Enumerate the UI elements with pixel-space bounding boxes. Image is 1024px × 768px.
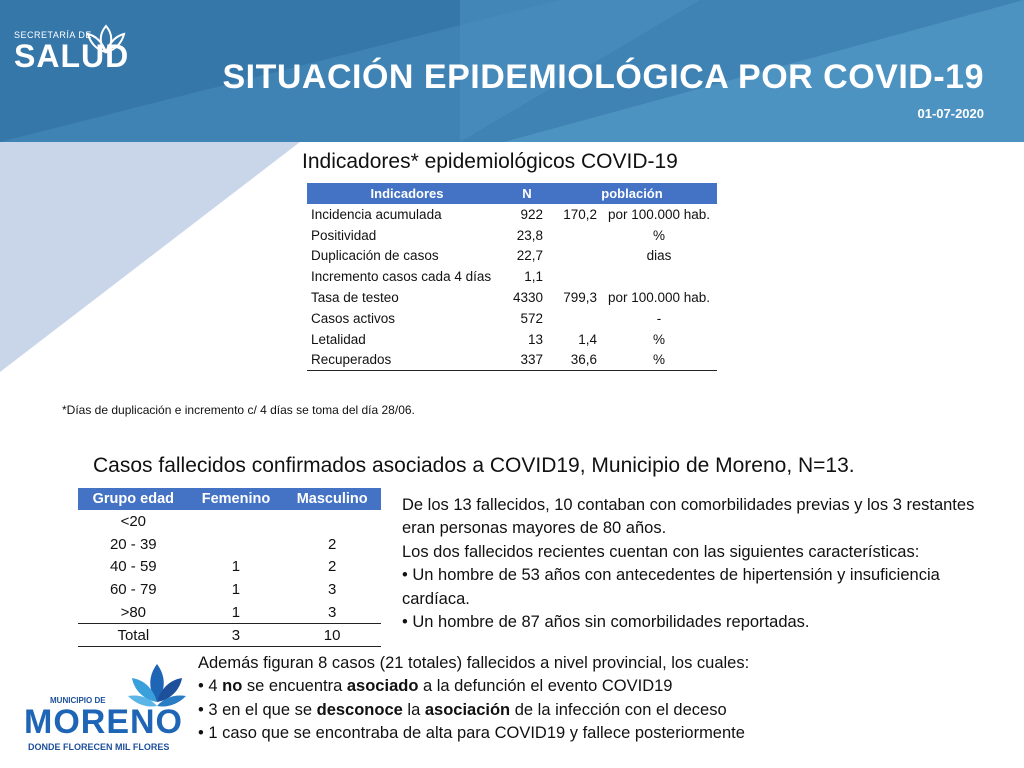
- indicator-n: 922: [520, 206, 543, 222]
- table-row: [307, 287, 717, 308]
- indicator-unit: [601, 266, 717, 287]
- bullet-item: • 1 caso que se encontraba de alta para COVID19 y fallece posteriormente: [198, 724, 745, 743]
- indicator-rate: 36,6: [547, 350, 601, 371]
- text-run: • 4: [198, 677, 223, 696]
- indicator-name: Positividad: [311, 227, 377, 243]
- text-run: se encuentra: [242, 677, 347, 696]
- bullet-item: • Un hombre de 53 años con antecedentes de hipertensión y insuficiencia cardíaca.: [402, 566, 940, 608]
- side-decoration: [0, 142, 300, 372]
- text-run: la: [402, 700, 425, 719]
- col-grupo-edad: Grupo edad: [78, 488, 189, 510]
- footnote: *Días de duplicación e incremento c/ 4 días se toma del día 28/06.: [62, 403, 415, 417]
- indicator-rate: [547, 246, 601, 267]
- logo-big-text: SALUD: [14, 38, 130, 74]
- page-title: SITUACIÓN EPIDEMIOLÓGICA POR COVID-19: [222, 58, 984, 96]
- indicator-n: 13: [527, 331, 543, 347]
- male-count: 3: [327, 603, 337, 621]
- emphasis: no: [222, 677, 243, 696]
- indicator-n: 4330: [512, 290, 543, 306]
- col-n: N: [507, 183, 547, 204]
- indicator-n: 22,7: [516, 248, 543, 264]
- total-row: [78, 624, 381, 647]
- emphasis: asociado: [346, 677, 419, 696]
- total-label: Total: [78, 624, 189, 647]
- paragraph: Además figuran 8 casos (21 totales) fallecidos a nivel provincial, los cuales:: [198, 654, 750, 672]
- header-banner: [0, 0, 1024, 142]
- deaths-table: [78, 488, 381, 647]
- indicator-name: Recuperados: [307, 350, 507, 371]
- salud-logo: [14, 30, 129, 72]
- text-run: • 3 en el que se: [198, 700, 317, 719]
- table-row: [307, 246, 717, 267]
- indicator-n: 572: [520, 310, 543, 326]
- report-date: 01-07-2020: [917, 106, 984, 121]
- indicator-unit: %: [601, 350, 717, 371]
- table-row: [307, 329, 717, 350]
- indicator-name: Tasa de testeo: [311, 290, 399, 306]
- deaths-description: [402, 494, 982, 634]
- age-group: 40 - 59: [109, 558, 157, 576]
- table-row: [78, 510, 381, 533]
- female-count: 1: [231, 558, 241, 576]
- female-count: 1: [231, 603, 241, 621]
- indicator-n: 1,1: [524, 269, 543, 285]
- bullet-item: • Un hombre de 87 años sin comorbilidades reportadas.: [402, 613, 810, 632]
- col-femenino: Femenino: [189, 488, 284, 510]
- male-count: [283, 510, 381, 533]
- col-indicadores: Indicadores: [307, 183, 507, 204]
- indicator-unit: por 100.000 hab.: [607, 206, 711, 222]
- table-row: [307, 350, 717, 371]
- table-row: [78, 556, 381, 579]
- logo-municipio-text: MUNICIPIO DE: [50, 696, 106, 705]
- age-group: >80: [120, 603, 147, 621]
- male-count: 3: [327, 581, 337, 599]
- indicator-name: Duplicación de casos: [311, 248, 439, 264]
- age-group: <20: [120, 512, 147, 530]
- age-group: 60 - 79: [109, 581, 157, 599]
- indicator-rate: 170,2: [563, 206, 597, 222]
- emphasis: asociación: [424, 700, 511, 719]
- bullet-item: [198, 675, 998, 698]
- table-row: [307, 266, 717, 287]
- moreno-logo: [22, 658, 192, 758]
- female-count: 1: [231, 581, 241, 599]
- table-row: [307, 204, 717, 225]
- paragraph: Los dos fallecidos recientes cuentan con las siguientes características:: [402, 542, 920, 561]
- indicator-name: Incremento casos cada 4 días: [311, 269, 492, 285]
- indicator-name: Casos activos: [311, 310, 396, 326]
- indicator-name: Letalidad: [311, 331, 366, 347]
- indicator-rate: [547, 308, 601, 329]
- indicator-unit: -: [656, 310, 662, 326]
- col-poblacion: población: [547, 183, 717, 204]
- indicator-n: 23,8: [516, 227, 543, 243]
- provincial-description: [198, 652, 998, 746]
- indicator-name: Incidencia acumulada: [311, 206, 442, 222]
- table-row: [78, 533, 381, 556]
- total-male: 10: [283, 624, 381, 647]
- indicator-unit: %: [652, 331, 665, 347]
- emphasis: desconoce: [316, 700, 403, 719]
- logo-tagline: DONDE FLORECEN MIL FLORES: [28, 742, 170, 752]
- deaths-header-row: [78, 488, 381, 510]
- logo-moreno-text: MORENO: [24, 703, 183, 741]
- indicator-n: 337: [507, 350, 547, 371]
- paragraph: De los 13 fallecidos, 10 contaban con comorbilidades previas y los 3 restantes eran personas mayores de 80 años.: [402, 496, 975, 538]
- indicator-unit: %: [652, 227, 665, 243]
- deaths-heading: Casos fallecidos confirmados asociados a COVID19, Municipio de Moreno, N=13.: [93, 454, 855, 477]
- text-run: a la defunción el evento COVID19: [418, 677, 673, 696]
- indicator-rate: 1,4: [578, 331, 597, 347]
- age-group: 20 - 39: [109, 535, 157, 553]
- table-row: [307, 225, 717, 246]
- table-row: [78, 578, 381, 601]
- male-count: 2: [327, 535, 337, 553]
- female-count: [189, 533, 284, 556]
- lotus-icon: [84, 24, 128, 54]
- logo-small-text: SECRETARÍA DE: [14, 30, 92, 40]
- bullet-item: [198, 699, 998, 722]
- indicator-unit: por 100.000 hab.: [607, 290, 711, 306]
- indicator-rate: [547, 266, 601, 287]
- indicators-header-row: [307, 183, 717, 204]
- indicator-rate: [547, 225, 601, 246]
- col-masculino: Masculino: [283, 488, 381, 510]
- indicators-table: [307, 183, 717, 371]
- table-row: [78, 601, 381, 624]
- indicators-heading: Indicadores* epidemiológicos COVID-19: [302, 150, 678, 173]
- female-count: [189, 510, 284, 533]
- indicator-rate: 799,3: [563, 290, 597, 306]
- table-row: [307, 308, 717, 329]
- male-count: 2: [327, 558, 337, 576]
- text-run: de la infección con el deceso: [510, 700, 727, 719]
- indicator-unit: dias: [646, 248, 672, 264]
- total-female: 3: [189, 624, 284, 647]
